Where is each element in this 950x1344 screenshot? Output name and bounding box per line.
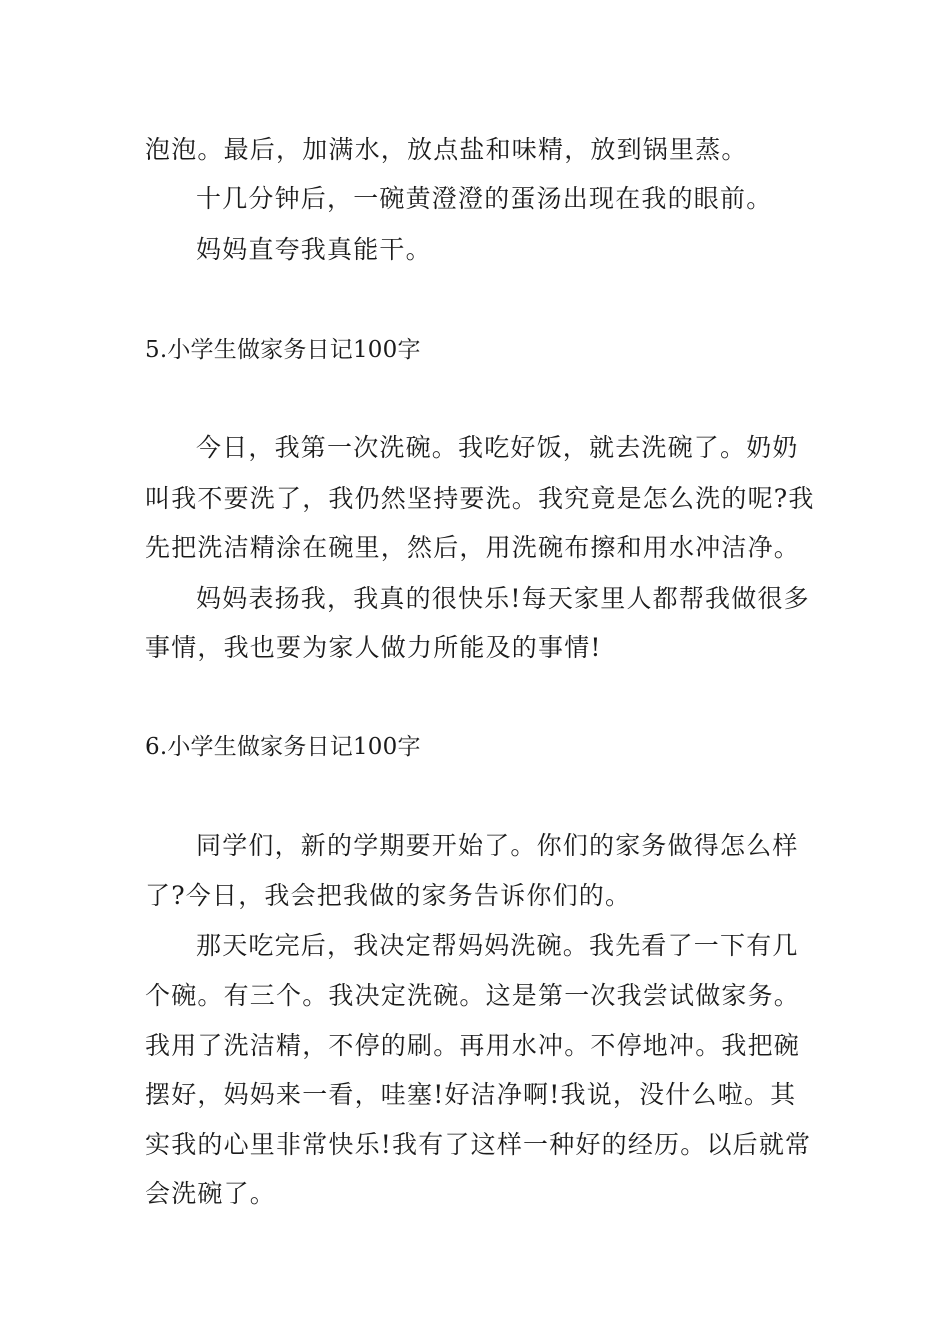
paragraph-line: 那天吃完后，我决定帮妈妈洗碗。我先看了一下有几 bbox=[196, 931, 799, 960]
paragraph-line: 妈妈直夸我真能干。 bbox=[196, 235, 432, 264]
paragraph-line: 会洗碗了。 bbox=[145, 1179, 277, 1208]
section-heading: 6.小学生做家务日记100字 bbox=[145, 734, 421, 760]
paragraph-line: 今日，我第一次洗碗。我吃好饭，就去洗碗了。奶奶 bbox=[196, 433, 799, 462]
paragraph-line: 实我的心里非常快乐!我有了这样一种好的经历。以后就常 bbox=[145, 1130, 812, 1159]
paragraph-line: 摆好，妈妈来一看，哇塞!好洁净啊!我说，没什么啦。其 bbox=[145, 1080, 797, 1109]
paragraph-line: 同学们，新的学期要开始了。你们的家务做得怎么样 bbox=[196, 831, 799, 860]
paragraph-line: 先把洗洁精涂在碗里，然后，用洗碗布擦和用水冲洁净。 bbox=[145, 533, 801, 562]
paragraph-line: 个碗。有三个。我决定洗碗。这是第一次我尝试做家务。 bbox=[145, 981, 801, 1010]
paragraph-line: 事情，我也要为家人做力所能及的事情! bbox=[145, 633, 602, 662]
paragraph-line: 泡泡。最后，加满水，放点盐和味精，放到锅里蒸。 bbox=[145, 135, 748, 164]
paragraph-line: 我用了洗洁精，不停的刷。再用水冲。不停地冲。我把碗 bbox=[145, 1031, 801, 1060]
section-heading: 5.小学生做家务日记100字 bbox=[145, 337, 421, 363]
paragraph-line: 叫我不要洗了，我仍然坚持要洗。我究竟是怎么洗的呢?我 bbox=[145, 484, 815, 513]
paragraph-line: 了?今日，我会把我做的家务告诉你们的。 bbox=[145, 881, 632, 910]
paragraph-line: 十几分钟后，一碗黄澄澄的蛋汤出现在我的眼前。 bbox=[196, 184, 773, 213]
paragraph-line: 妈妈表扬我，我真的很快乐!每天家里人都帮我做很多 bbox=[196, 584, 810, 613]
